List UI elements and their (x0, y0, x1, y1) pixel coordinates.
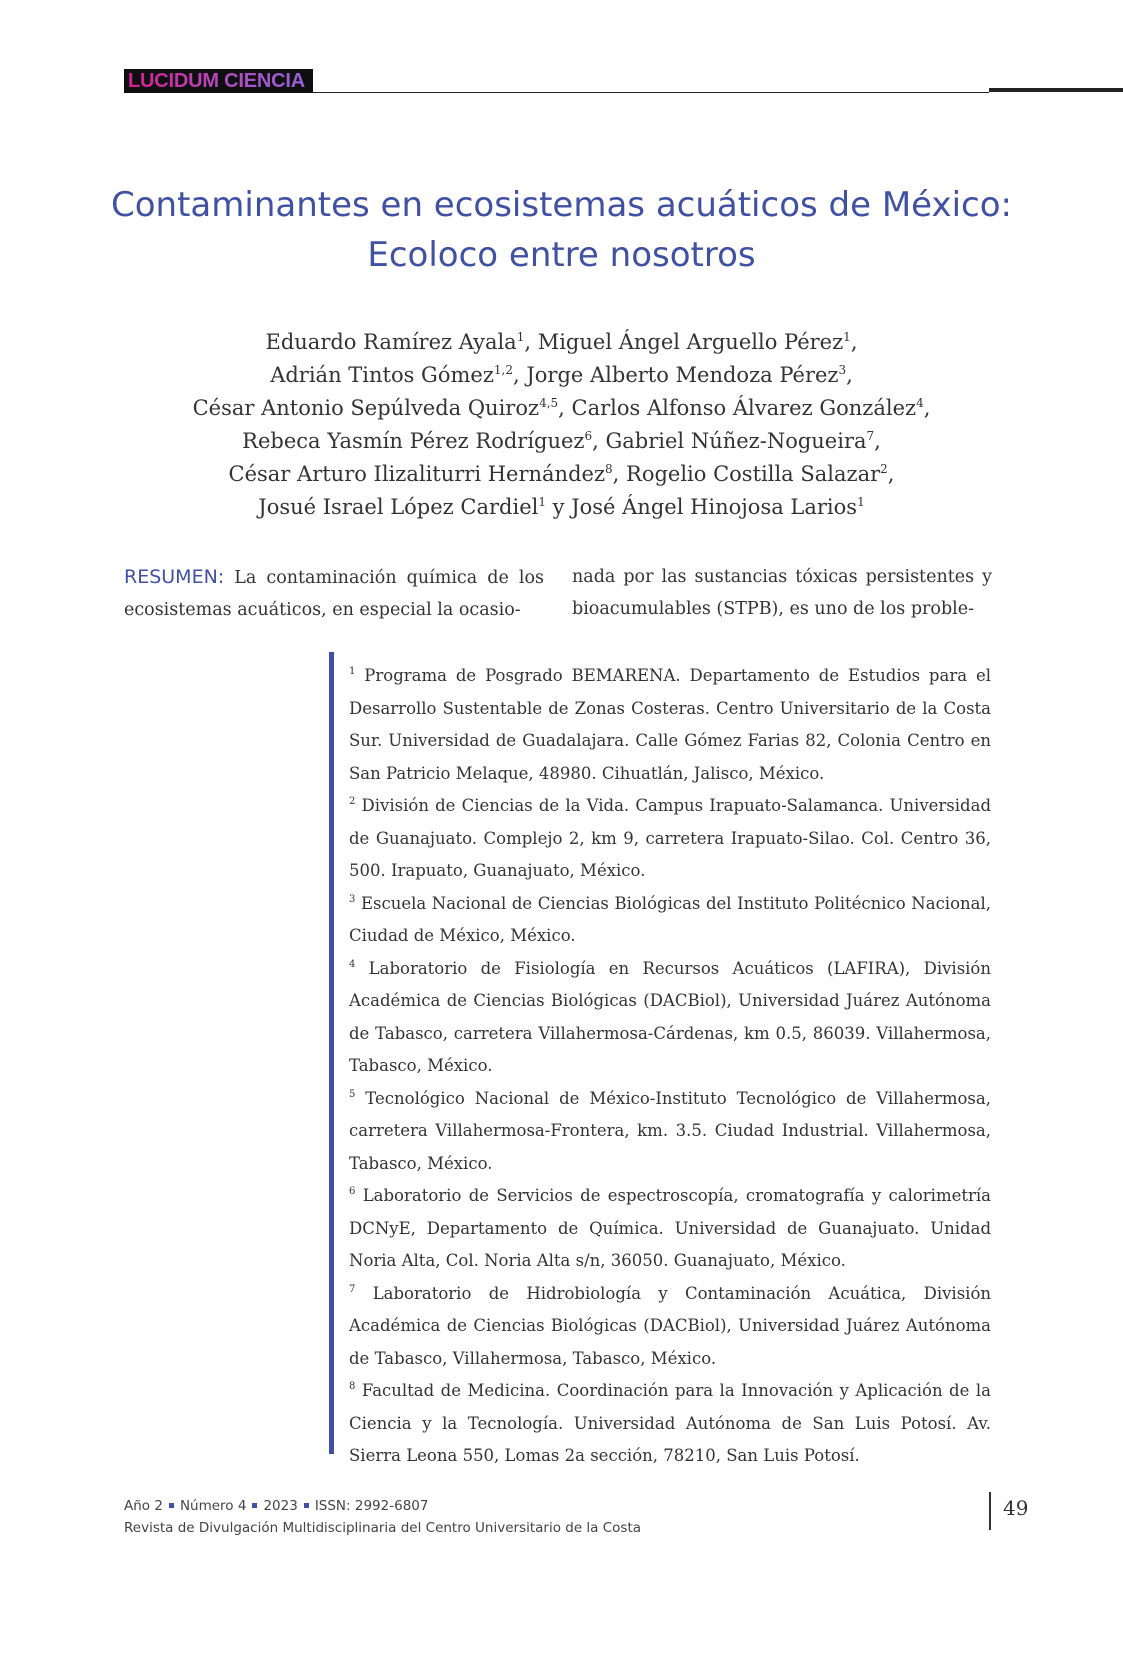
issue-date: 2023 (263, 1498, 298, 1514)
affiliation-number: 4 (349, 958, 356, 970)
author-affiliation-ref: 7 (866, 429, 875, 443)
author-separator: , (592, 429, 606, 453)
author-affiliation-ref: 2 (880, 462, 888, 476)
affiliation-text: División de Ciencias de la Vida. Campus Irapuato-Salamanca. Universidad de Guanajuato. Complejo 2, km 9, carretera Irapuato-Silao. Col. Centro 36, 500. Irapuato, Guanajuato, México. (349, 796, 992, 880)
author-name: Adrián Tintos Gómez (270, 363, 494, 387)
article-title (110, 180, 1013, 280)
author-affiliation-ref: 4,5 (539, 396, 559, 410)
affiliations-box (329, 652, 993, 1465)
author-separator: , (512, 363, 527, 387)
author-separator: , (612, 462, 627, 486)
issn: ISSN: 2992-6807 (314, 1498, 429, 1514)
author-name: Jorge Alberto Mendoza Pérez (526, 363, 839, 387)
title-line-2: Ecoloco entre nosotros (367, 235, 756, 275)
affiliations-accent-bar (329, 652, 334, 1454)
affiliation-number: 5 (349, 1088, 356, 1100)
affiliation-number: 6 (349, 1186, 356, 1197)
author-line (100, 425, 1023, 458)
affiliation-item (349, 953, 991, 1083)
author-affiliation-ref: 8 (605, 462, 613, 476)
author-name: Gabriel Núñez-Nogueira (605, 429, 867, 453)
author-affiliation-ref: 1 (857, 495, 865, 509)
author-line (100, 326, 1023, 359)
abstract-text-right: nada por las sustancias tóxicas persistentes y bioacumulables (STPB), es uno de los proble- (572, 567, 992, 619)
author-separator: , (558, 396, 572, 420)
affiliation-text: Tecnológico Nacional de México-Instituto Tecnológico de Villahermosa, carretera Villahermosa-Frontera, km. 3.5. Ciudad Industrial. Villahermosa, Tabasco, México. (349, 1088, 991, 1173)
author-affiliation-ref: 4 (916, 396, 924, 410)
author-separator: y (545, 495, 572, 519)
affiliation-number: 2 (349, 796, 356, 807)
author-separator: , (874, 429, 881, 453)
author-line (100, 359, 1023, 392)
journal-name: LUCIDUM CIENCIA (124, 69, 313, 93)
issue-number: Número 4 (179, 1498, 247, 1514)
author-name: Eduardo Ramírez Ayala (265, 330, 517, 354)
affiliations-list (349, 660, 991, 1473)
author-name: César Antonio Sepúlveda Quiroz (192, 396, 540, 420)
affiliation-item (349, 660, 991, 790)
affiliation-text: Laboratorio de Fisiología en Recursos Acuáticos (LAFIRA), División Académica de Ciencias Biológicas (DACBiol), Universidad Juárez Autónoma de Tabasco, carretera Villahermosa-Cárdenas, km 0.5, 86039. Villahermosa, Tabasco, México. (349, 958, 991, 1075)
author-affiliation-ref: 3 (838, 363, 847, 377)
affiliation-number: 7 (349, 1283, 356, 1295)
author-name: Carlos Alfonso Álvarez González (571, 396, 917, 420)
author-separator: , (887, 462, 895, 486)
author-name: Rebeca Yasmín Pérez Rodríguez (242, 429, 585, 453)
author-line (100, 491, 1023, 524)
author-name: José Ángel Hinojosa Larios (571, 495, 858, 519)
author-affiliation-ref: 1 (538, 495, 546, 509)
abstract-text-left: La contaminación química de los ecosistemas acuáticos, en especial la ocasio- (124, 568, 544, 620)
journal-full-name: Revista de Divulgación Multidisciplinaria del Centro Universitario de la Costa (124, 1520, 642, 1536)
author-name: Rogelio Costilla Salazar (626, 462, 881, 486)
abstract-column-right (572, 561, 992, 625)
affiliation-text: Escuela Nacional de Ciencias Biológicas del Instituto Politécnico Nacional, Ciudad de México, México. (349, 893, 992, 945)
abstract-column-left (124, 561, 544, 626)
affiliation-text: Laboratorio de Servicios de espectroscopía, cromatografía y calorimetría DCNyE, Departamento de Química. Universidad de Guanajuato. Unidad Noria Alta, Col. Noria Alta s/n, 36050. Guanajuato, México. (349, 1186, 991, 1270)
author-line (100, 392, 1023, 425)
author-affiliation-ref: 6 (584, 429, 593, 443)
author-line (100, 458, 1023, 491)
title-line-1: Contaminantes en ecosistemas acuáticos de México: (111, 185, 1012, 225)
issue-info (124, 1495, 641, 1517)
abstract-keyword: RESUMEN: (124, 566, 225, 588)
page-number: 49 (1003, 1496, 1029, 1520)
author-affiliation-ref: 1,2 (493, 363, 513, 377)
page-number-rule (989, 1492, 991, 1530)
header-rule (313, 92, 989, 93)
affiliation-number: 8 (349, 1381, 356, 1392)
author-name: César Arturo Ilizaliturri Hernández (228, 462, 606, 486)
author-separator: , (524, 330, 538, 354)
affiliation-text: Facultad de Medicina. Coordinación para la Innovación y Aplicación de la Ciencia y la Tecnología. Universidad Autónoma de San Luis Potosí. Av. Sierra Leona 550, Lomas 2a sección, 78210, San Luis Potosí. (349, 1381, 991, 1465)
affiliation-item (349, 1375, 991, 1473)
affiliation-text: Laboratorio de Hidrobiología y Contaminación Acuática, División Académica de Ciencias Biológicas (DACBiol), Universidad Juárez Autónoma de Tabasco, Villahermosa, Tabasco, México. (349, 1283, 992, 1368)
separator-square-icon (252, 1503, 257, 1508)
affiliation-number: 1 (349, 666, 356, 677)
author-name: Josué Israel López Cardiel (258, 495, 539, 519)
affiliation-item (349, 790, 991, 888)
affiliation-item (349, 1083, 991, 1181)
author-affiliation-ref: 1 (516, 330, 525, 344)
author-list (100, 326, 1023, 524)
author-name: Miguel Ángel Arguello Pérez (537, 330, 844, 354)
affiliation-item (349, 1180, 991, 1278)
journal-header-badge (124, 69, 313, 93)
affiliation-text: Programa de Posgrado BEMARENA. Departamento de Estudios para el Desarrollo Sustentable de Zonas Costeras. Centro Universitario de la Costa Sur. Universidad de Guadalajara. Calle Gómez Farias 82, Colonia Centro en San Patricio Melaque, 48980. Cihuatlán, Jalisco, México. (349, 666, 992, 783)
author-affiliation-ref: 1 (843, 330, 851, 344)
author-separator: , (850, 330, 858, 354)
separator-square-icon (169, 1503, 174, 1508)
author-separator: , (846, 363, 853, 387)
header-rule-accent (989, 88, 1123, 92)
affiliation-number: 3 (349, 893, 356, 905)
affiliation-item (349, 888, 991, 953)
issue-year: Año 2 (124, 1498, 163, 1514)
page-footer (124, 1495, 641, 1539)
separator-square-icon (304, 1503, 309, 1508)
affiliation-item (349, 1278, 991, 1376)
author-separator: , (923, 396, 931, 420)
